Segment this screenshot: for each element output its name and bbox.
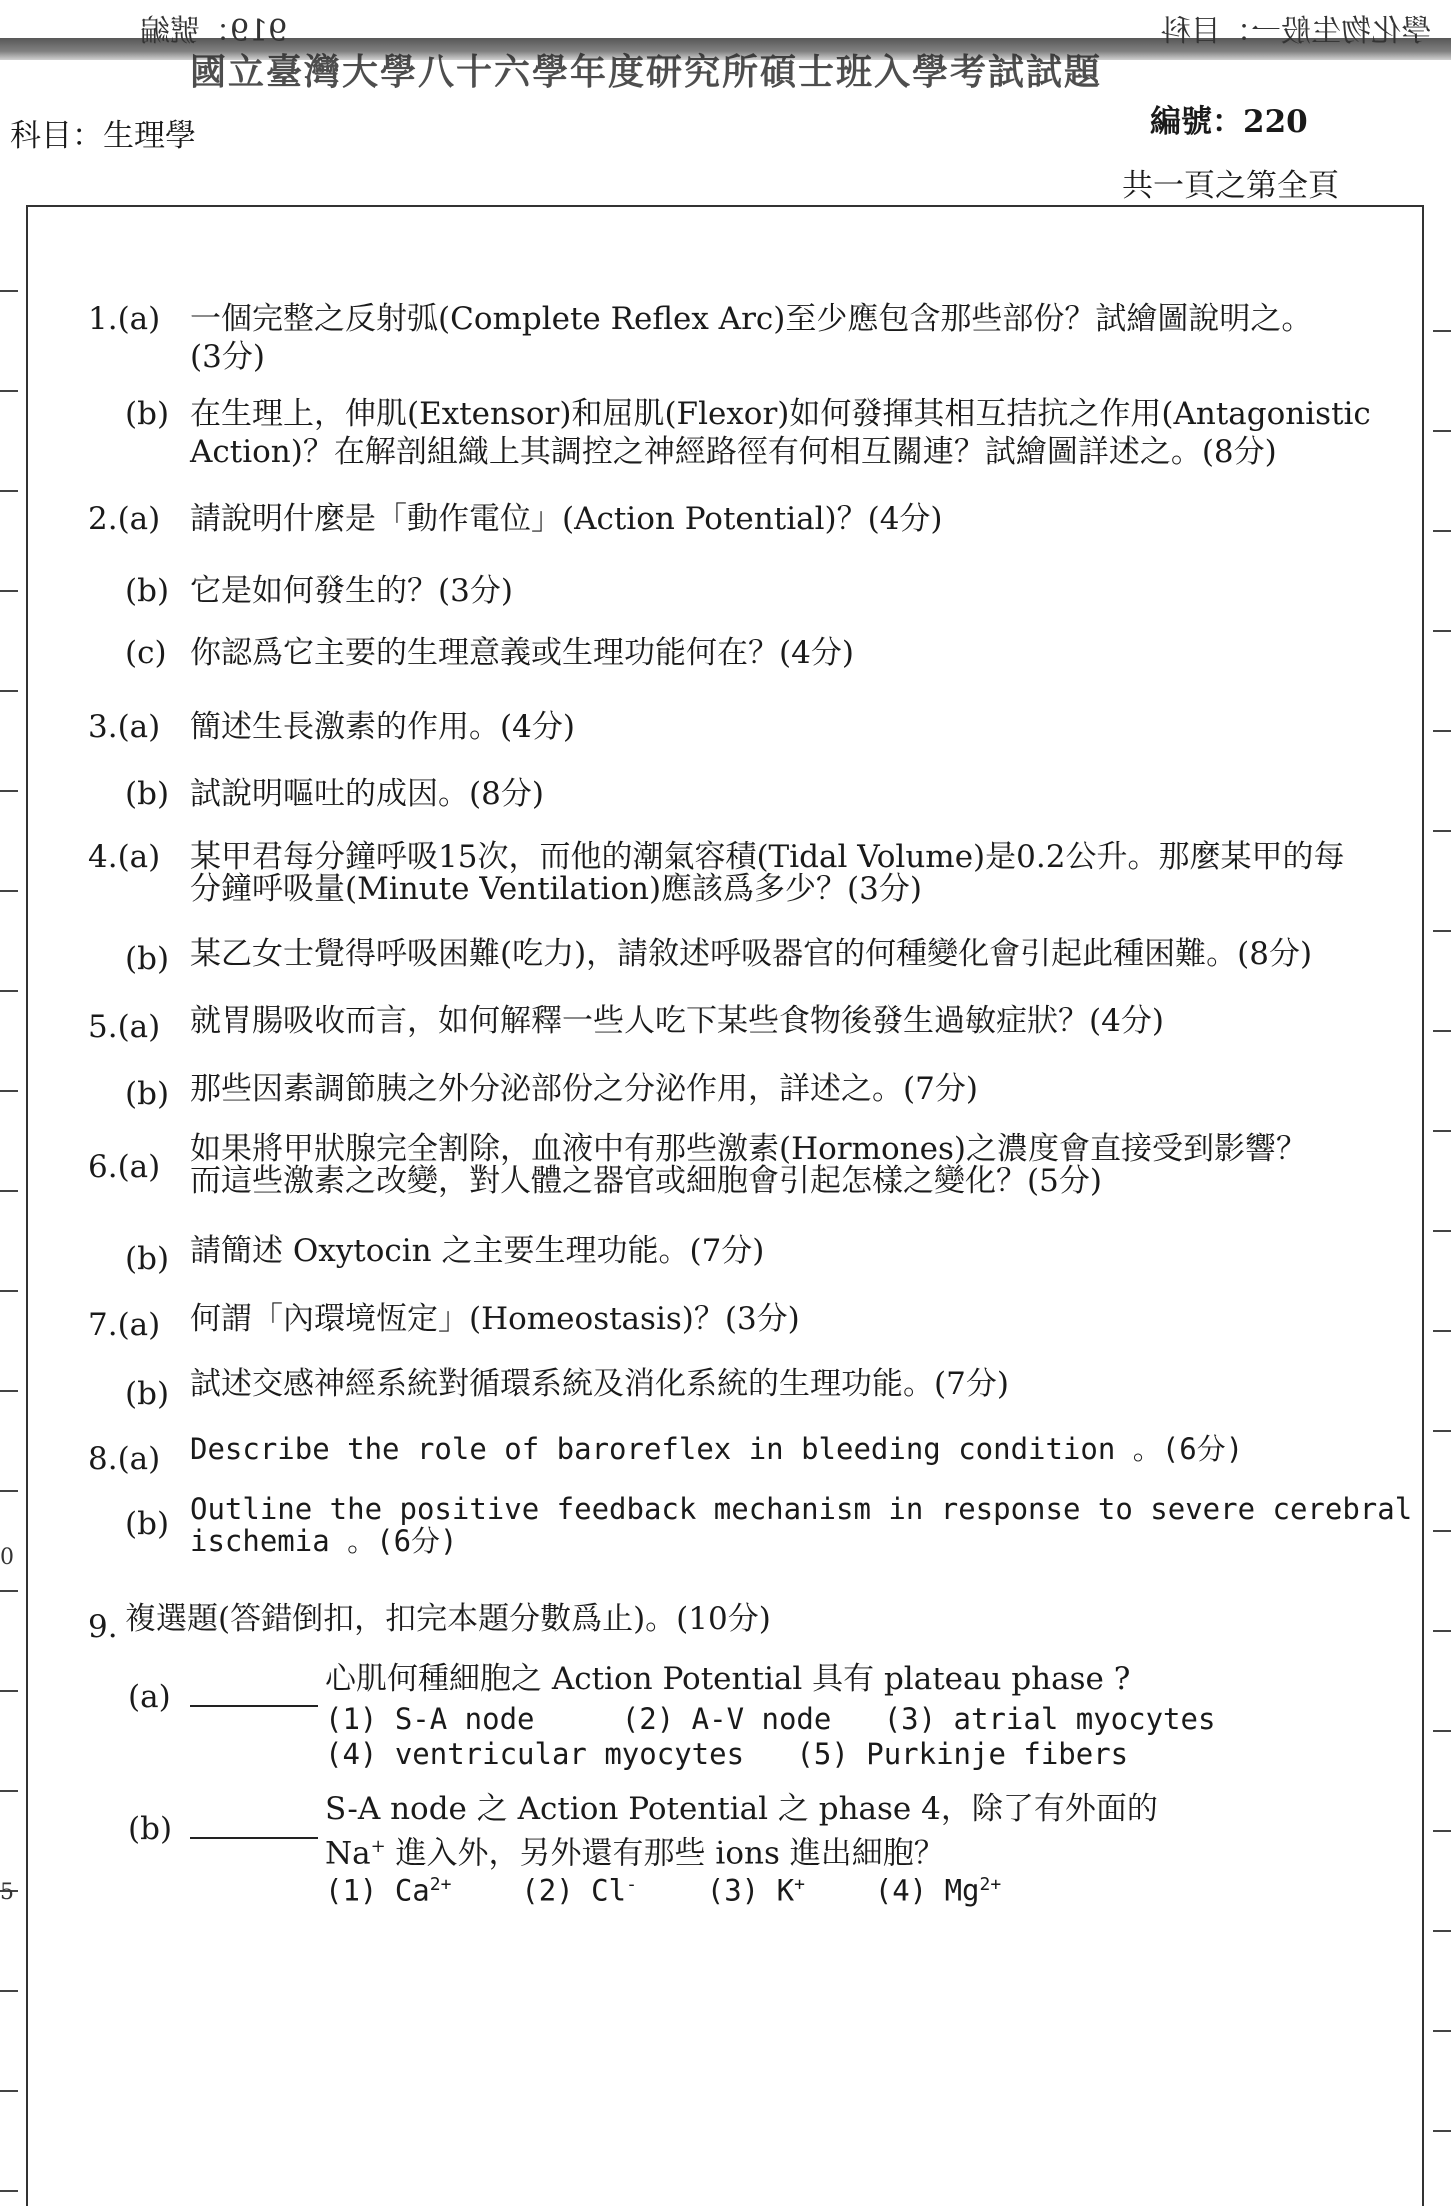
mcq-question: 心肌何種細胞之 Action Potential 具有 plateau phase ? <box>325 1661 1131 1697</box>
question-text: 某甲君每分鐘呼吸15次，而他的潮氣容積(Tidal Volume)是0.2公升。那麼某甲的每 <box>190 839 1345 875</box>
question-text: Outline the positive feedback mechanism in response to severe cerebral <box>190 1492 1413 1526</box>
margin-tick-left <box>0 2190 18 2192</box>
margin-tick-right <box>1433 1730 1451 1732</box>
page-count: 共一頁之第全頁 <box>1122 168 1339 204</box>
question-number: (b) <box>125 1241 170 1277</box>
question-number: (b) <box>125 1376 170 1412</box>
mcq-question: S-A node 之 Action Potential 之 phase 4，除了有外面的 <box>325 1791 1158 1827</box>
margin-tick-left <box>0 1090 18 1092</box>
margin-tick-right <box>1433 2130 1451 2132</box>
margin-tick-left <box>0 490 18 492</box>
subject-label: 科目：生理學 <box>10 118 196 154</box>
margin-tick-right <box>1433 930 1451 932</box>
margin-tick-left <box>0 390 18 392</box>
margin-number: 5 <box>0 1880 14 1905</box>
question-text: 請說明什麼是「動作電位」(Action Potential)？(4分) <box>190 501 943 537</box>
margin-tick-right <box>1433 1530 1451 1532</box>
question-text-cont: ischemia 。(6分) <box>190 1524 458 1558</box>
question-number: 3.(a) <box>88 709 161 745</box>
question-number: (b) <box>125 1506 170 1542</box>
question-text: 試說明嘔吐的成因。(8分) <box>190 776 544 812</box>
question-number: (b) <box>125 1076 170 1112</box>
margin-tick-left <box>0 1990 18 1992</box>
margin-tick-left <box>0 990 18 992</box>
question-number: (b) <box>125 573 170 609</box>
margin-tick-right <box>1433 1430 1451 1432</box>
margin-tick-right <box>1433 830 1451 832</box>
question-text: 你認爲它主要的生理意義或生理功能何在？(4分) <box>190 635 854 671</box>
margin-tick-left <box>0 590 18 592</box>
margin-tick-left <box>0 2090 18 2092</box>
question-text: 如果將甲狀腺完全割除，血液中有那些激素(Hormones)之濃度會直接受到影響？ <box>190 1131 1307 1167</box>
question-number: 1.(a) <box>88 301 161 337</box>
margin-tick-right <box>1433 1930 1451 1932</box>
margin-tick-right <box>1433 1030 1451 1032</box>
mcq-options: (1) S-A node (2) A-V node (3) atrial myocytes <box>325 1702 1216 1736</box>
margin-tick-left <box>0 1690 18 1692</box>
question-number: 4.(a) <box>88 839 161 875</box>
margin-tick-right <box>1433 730 1451 732</box>
margin-tick-right <box>1433 1830 1451 1832</box>
mcq-answer-blank <box>190 1678 318 1716</box>
mirrored-header-left: 919：號編 <box>140 14 288 49</box>
question-text-cont: Action)？在解剖組織上其調控之神經路徑有何相互關連？試繪圖詳述之。(8分) <box>190 434 1277 470</box>
margin-tick-left <box>0 690 18 692</box>
margin-tick-right <box>1433 1330 1451 1332</box>
question-number: 5.(a) <box>88 1009 161 1045</box>
margin-tick-left <box>0 1790 18 1792</box>
mcq-label: (a) <box>128 1679 171 1715</box>
question-text-cont: (3分) <box>190 339 265 375</box>
margin-tick-left <box>0 890 18 892</box>
mcq-label: (b) <box>128 1811 173 1847</box>
mcq-answer-blank <box>190 1810 318 1848</box>
exam-code: 編號：220 <box>1150 104 1308 140</box>
question-text: 簡述生長激素的作用。(4分) <box>190 709 575 745</box>
university-title: 國立臺灣大學八十六學年度研究所碩士班入學考試試題 <box>190 51 1103 93</box>
margin-tick-left <box>0 790 18 792</box>
question-number: 2.(a) <box>88 501 161 537</box>
margin-tick-left <box>0 1390 18 1392</box>
mirrored-header-right: 學化物生般一：目科 <box>1161 14 1431 49</box>
margin-tick-left <box>0 1590 18 1592</box>
margin-tick-left <box>0 290 18 292</box>
question-text: 一個完整之反射弧(Complete Reflex Arc)至少應包含那些部份？試繪圖說明之。 <box>190 301 1313 337</box>
question-text: 請簡述 Oxytocin 之主要生理功能。(7分) <box>190 1233 765 1269</box>
margin-tick-right <box>1433 430 1451 432</box>
margin-tick-left <box>0 1290 18 1292</box>
question-number: (c) <box>125 635 167 671</box>
margin-tick-left <box>0 1190 18 1192</box>
question-number: 7.(a) <box>88 1307 161 1343</box>
question-text: 某乙女士覺得呼吸困難(吃力)，請敘述呼吸器官的何種變化會引起此種困難。(8分) <box>190 936 1313 972</box>
question-text: 何謂「內環境恆定」(Homeostasis)？(3分) <box>190 1301 800 1337</box>
question-text: 它是如何發生的？(3分) <box>190 573 513 609</box>
mcq-options: (1) $Ca^{2+}$ (2) Cl- (3) K+ (4) $Mg^{2+}$ <box>325 1873 1002 1908</box>
question-text-cont: 而這些激素之改變，對人體之器官或細胞會引起怎樣之變化？(5分) <box>190 1163 1102 1199</box>
question-text: 試述交感神經系統對循環系統及消化系統的生理功能。(7分) <box>190 1366 1009 1402</box>
margin-tick-right <box>1433 530 1451 532</box>
margin-tick-right <box>1433 1130 1451 1132</box>
question-number: (b) <box>125 941 170 977</box>
question-number: 9. <box>88 1609 118 1645</box>
margin-number: 0 <box>0 1545 14 1570</box>
mcq-options: (4) ventricular myocytes (5) Purkinje fibers <box>325 1737 1129 1771</box>
question-text-cont: 分鐘呼吸量(Minute Ventilation)應該爲多少？(3分) <box>190 871 922 907</box>
margin-tick-left <box>0 1490 18 1492</box>
mcq-question-cont: Na+ 進入外，另外還有那些 ions 進出細胞？ <box>325 1835 945 1872</box>
question-number: 8.(a) <box>88 1441 161 1477</box>
question-text: 複選題(答錯倒扣，扣完本題分數爲止)。(10分) <box>125 1601 771 1637</box>
margin-tick-right <box>1433 630 1451 632</box>
margin-tick-right <box>1433 330 1451 332</box>
margin-tick-right <box>1433 1230 1451 1232</box>
question-number: (b) <box>125 776 170 812</box>
question-text: 那些因素調節胰之外分泌部份之分泌作用，詳述之。(7分) <box>190 1071 978 1107</box>
question-number: (b) <box>125 396 170 432</box>
margin-tick-right <box>1433 2030 1451 2032</box>
question-number: 6.(a) <box>88 1149 161 1185</box>
question-text: Describe the role of baroreflex in bleeding condition 。(6分) <box>190 1432 1244 1466</box>
margin-tick-right <box>1433 1630 1451 1632</box>
question-text: 在生理上，伸肌(Extensor)和屈肌(Flexor)如何發揮其相互拮抗之作用(Antagonistic <box>190 396 1371 432</box>
question-text: 就胃腸吸收而言，如何解釋一些人吃下某些食物後發生過敏症狀？(4分) <box>190 1003 1164 1039</box>
